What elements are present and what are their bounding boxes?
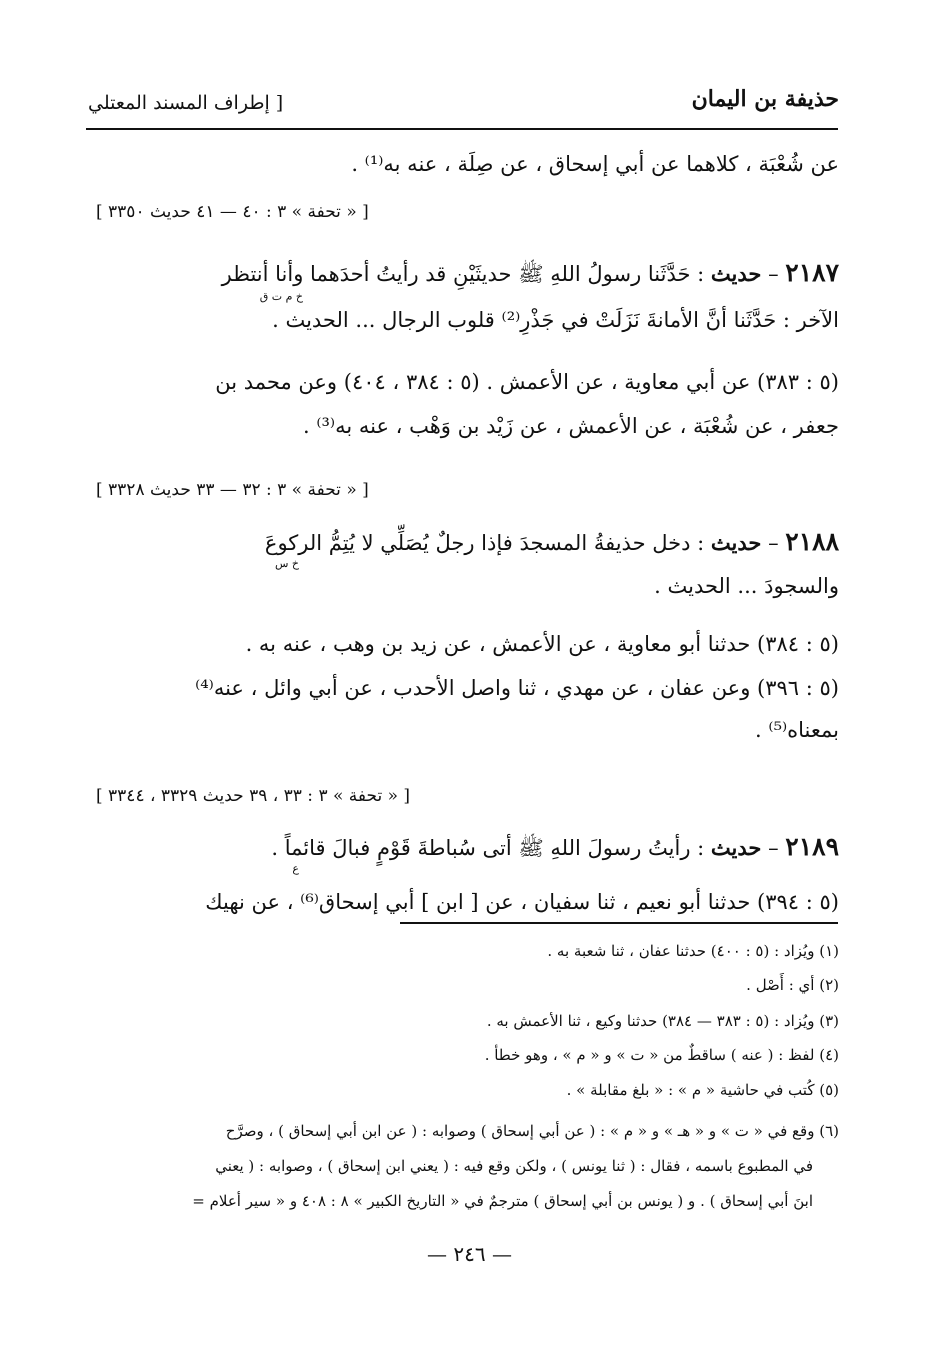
hadith-2187-isnad2: جعفر ، عن شُعْبَة ، عن الأعمش ، عن زَيْد بن وَهْب ، عنه به⁽³⁾ . xyxy=(302,414,839,438)
header-rule xyxy=(86,128,838,130)
hadith-number-2189: ٢١٨٩ xyxy=(785,832,839,861)
hadith-2189-text1: : رأيتُ رسولَ اللهِ ﷺ أتى سُباطةَ قَوْمٍ فبالَ قائماً . xyxy=(271,836,705,860)
hadith-2188-line2: والسجودَ ... الحديث . xyxy=(654,574,839,598)
hadith-2187-line1: ٢١٨٧ – حديث : حَدَّثَنا رسولُ اللهِ ﷺ حديثَيْنِ قد رأيتُ أحدَهما وأنا أنتظر xyxy=(221,258,839,287)
hadith-2189-isnad1: (٥ : ٣٩٤) حدثنا أبو نعيم ، ثنا سفيان ، عن [ ابن ] أبي إسحاق⁽⁶⁾ ، عن نهيك xyxy=(205,890,839,914)
hadith-2187-tuhfa-reference: [ « تحفة » ٣ : ٣٢ — ٣٣ حديث ٣٣٢٨ ] xyxy=(96,480,369,500)
running-header-section: حذيفة بن اليمان xyxy=(691,86,839,112)
footnote-2: (٢) أي : أَصْل . xyxy=(746,976,839,994)
hadith-2187-siglum: خ م ت ق xyxy=(259,290,303,303)
hadith-2188-isnad2: (٥ : ٣٩٦) وعن عفان ، عن مهدي ، ثنا واصل الأحدب ، عن أبي وائل ، عنه⁽⁴⁾ xyxy=(195,676,839,700)
footnote-4: (٤) لفظ : ( عنه ) ساقطٌ من « ت » و « م » ، وهو خطأ . xyxy=(484,1046,839,1064)
hadith-2188-siglum: خ س xyxy=(274,557,299,570)
page-number: — ٢٤٦ — xyxy=(427,1242,512,1266)
hadith-2189-siglum: ع xyxy=(292,862,299,875)
hadith-label: حديث xyxy=(710,835,762,860)
hadith-2187-text1: : حَدَّثَنا رسولُ اللهِ ﷺ حديثَيْنِ قد رأيتُ أحدَهما وأنا أنتظر xyxy=(221,262,705,286)
running-header-book-title: [ إطراف المسند المعتلي xyxy=(88,92,284,114)
hadith-number-2188: ٢١٨٨ xyxy=(785,527,839,556)
footnote-1: (١) ويُزاد : (٥ : ٤٠٠) حدثنا عفان ، ثنا شعبة به . xyxy=(547,942,839,960)
hadith-2188-isnad1: (٥ : ٣٨٤) حدثنا أبو معاوية ، عن الأعمش ، عن زيد بن وهب ، عنه به . xyxy=(245,632,839,656)
hadith-2188-isnad3: بمعناه⁽⁵⁾ . xyxy=(755,718,839,742)
hadith-label: حديث xyxy=(710,261,762,286)
hadith-2188-line1: ٢١٨٨ – حديث : دخل حذيفةُ المسجدَ فإذا رجلٌ يُصَلِّي لا يُتِمُّ الركوعَ xyxy=(264,527,839,556)
hadith-2187-line2: الآخر : حَدَّثَنا أنَّ الأمانةَ نَزَلَتْ في جَذْرِ⁽²⁾ قلوب الرجال ... الحديث . xyxy=(272,308,839,332)
hadith-number-2187: ٢١٨٧ xyxy=(785,258,839,287)
hadith-label: حديث xyxy=(710,530,762,555)
hadith-2188-tuhfa-reference: [ « تحفة » ٣ : ٣٣ ، ٣٩ حديث ٣٣٢٩ ، ٣٣٤٤ ] xyxy=(96,786,411,806)
intro-tuhfa-reference: [ « تحفة » ٣ : ٤٠ — ٤١ حديث ٣٣٥٠ ] xyxy=(96,202,369,222)
footnote-6: (٦) وقع في « ت » و « هـ » و « م » : ( عن أبي إسحاق ) وصوابه : ( عن ابن أبي إسحاق ) ، وصرَّح xyxy=(225,1122,839,1140)
footnote-6-cont2: ابنَ أبي إسحاق ) . و ( يونس بن أبي إسحاق ) مترجمٌ في « التاريخ الكبير » ٨ : ٤٠٨ و « سير أعلام = xyxy=(192,1192,813,1210)
footnote-5: (٥) كُتب في حاشية « م » : « بلغ مقابلة » . xyxy=(566,1081,839,1099)
hadith-2187-isnad1: (٥ : ٣٨٣) عن أبي معاوية ، عن الأعمش . (٥ : ٣٨٤ ، ٤٠٤) وعن محمد بن xyxy=(215,370,839,394)
intro-line: عن شُعْبَة ، كلاهما عن أبي إسحاق ، عن صِلَة ، عنه به⁽¹⁾ . xyxy=(351,152,839,176)
hadith-2189-line1: ٢١٨٩ – حديث : رأيتُ رسولَ اللهِ ﷺ أتى سُباطةَ قَوْمٍ فبالَ قائماً . xyxy=(271,832,839,861)
footnote-separator xyxy=(400,922,838,924)
hadith-2188-text1: : دخل حذيفةُ المسجدَ فإذا رجلٌ يُصَلِّي لا يُتِمُّ الركوعَ xyxy=(264,531,705,555)
footnote-6-cont1: في المطبوع باسمه ، فقال : ( ثنا يونس ) ، ولكن وقع فيه : ( يعني ابن إسحاق ) ، وصوابه : ( يعني xyxy=(215,1157,813,1175)
footnote-3: (٣) ويُزاد : (٥ : ٣٨٣ — ٣٨٤) حدثنا وكيع ، ثنا الأعمش به . xyxy=(486,1012,839,1030)
